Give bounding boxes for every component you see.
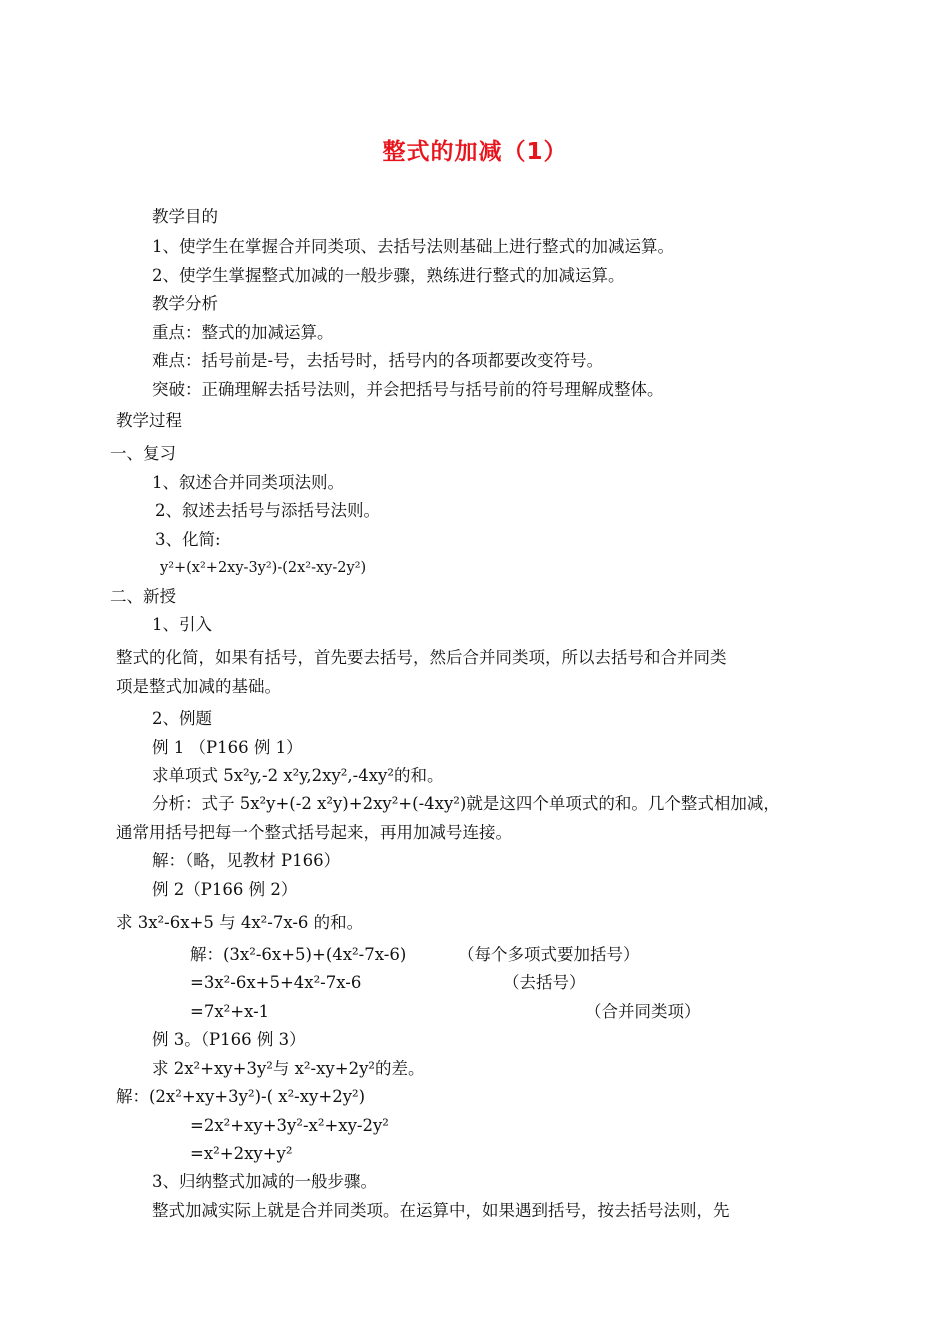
- analysis-heading: 教学分析: [152, 294, 218, 313]
- examples-heading: 2、例题: [152, 709, 212, 728]
- difficulty: 难点：括号前是-号，去括号时，括号内的各项都要改变符号。: [152, 351, 604, 370]
- goal-2: 2、使学生掌握整式加减的一般步骤，熟练进行整式的加减运算。: [152, 266, 625, 285]
- example-3-step-2: =2x²+xy+3y²-x²+xy-2y²: [190, 1116, 389, 1135]
- example-2-note-2: （去括号）: [503, 973, 586, 992]
- intro-paragraph-line-1: 整式的化简，如果有括号，首先要去括号，然后合并同类项，所以去括号和合并同类: [116, 648, 727, 667]
- example-2-step-3: =7x²+x-1: [190, 1002, 270, 1021]
- intro-heading: 1、引入: [152, 615, 212, 634]
- example-2-problem: 求 3x²-6x+5 与 4x²-7x-6 的和。: [116, 913, 364, 932]
- new-lesson-heading: 二、新授: [110, 587, 176, 606]
- example-1-title: 例 1 （P166 例 1）: [152, 738, 303, 757]
- example-2-note-3: （合并同类项）: [585, 1002, 701, 1021]
- example-3-step-1: 解：(2x²+xy+3y²)-( x²-xy+2y²): [116, 1087, 366, 1106]
- example-2-step-2: =3x²-6x+5+4x²-7x-6: [190, 973, 362, 992]
- summary-line-1: 整式加减实际上就是合并同类项。在运算中，如果遇到括号，按去括号法则，先: [152, 1201, 730, 1220]
- process-heading: 教学过程: [116, 411, 182, 430]
- example-1-analysis-line-2: 通常用括号把每一个整式括号起来，再用加减号连接。: [116, 823, 512, 842]
- goals-heading: 教学目的: [152, 207, 218, 226]
- example-3-problem: 求 2x²+xy+3y²与 x²-xy+2y²的差。: [152, 1059, 425, 1078]
- review-item-1: 1、叙述合并同类项法则。: [152, 473, 344, 492]
- example-3-step-3: =x²+2xy+y²: [190, 1144, 293, 1163]
- example-2-step-1: 解：(3x²-6x+5)+(4x²-7x-6): [190, 945, 407, 964]
- example-2-note-1: （每个多项式要加括号）: [458, 945, 640, 964]
- review-item-3: 3、化简:: [155, 530, 221, 549]
- example-2-title: 例 2（P166 例 2）: [152, 880, 298, 899]
- intro-paragraph-line-2: 项是整式加减的基础。: [116, 677, 281, 696]
- breakthrough: 突破：正确理解去括号法则，并会把括号与括号前的符号理解成整体。: [152, 380, 664, 399]
- example-1-analysis-line-1: 分析：式子 5x²y+(-2 x²y)+2xy²+(-4xy²)就是这四个单项式的和。几个整式相加减，: [152, 794, 780, 813]
- review-item-2: 2、叙述去括号与添括号法则。: [155, 501, 380, 520]
- review-expression: y²+(x²+2xy-3y²)-(2x²-xy-2y²): [160, 560, 367, 576]
- review-heading: 一、复习: [110, 444, 176, 463]
- page-title: 整式的加减（1）: [382, 139, 568, 165]
- example-1-solution: 解：（略，见教材 P166）: [152, 851, 341, 870]
- example-3-title: 例 3。（P166 例 3）: [152, 1030, 306, 1049]
- key-point: 重点：整式的加减运算。: [152, 323, 334, 342]
- summary-heading: 3、归纳整式加减的一般步骤。: [152, 1172, 377, 1191]
- goal-1: 1、使学生在掌握合并同类项、去括号法则基础上进行整式的加减运算。: [152, 237, 674, 256]
- example-1-problem: 求单项式 5x²y,-2 x²y,2xy²,-4xy²的和。: [152, 766, 444, 785]
